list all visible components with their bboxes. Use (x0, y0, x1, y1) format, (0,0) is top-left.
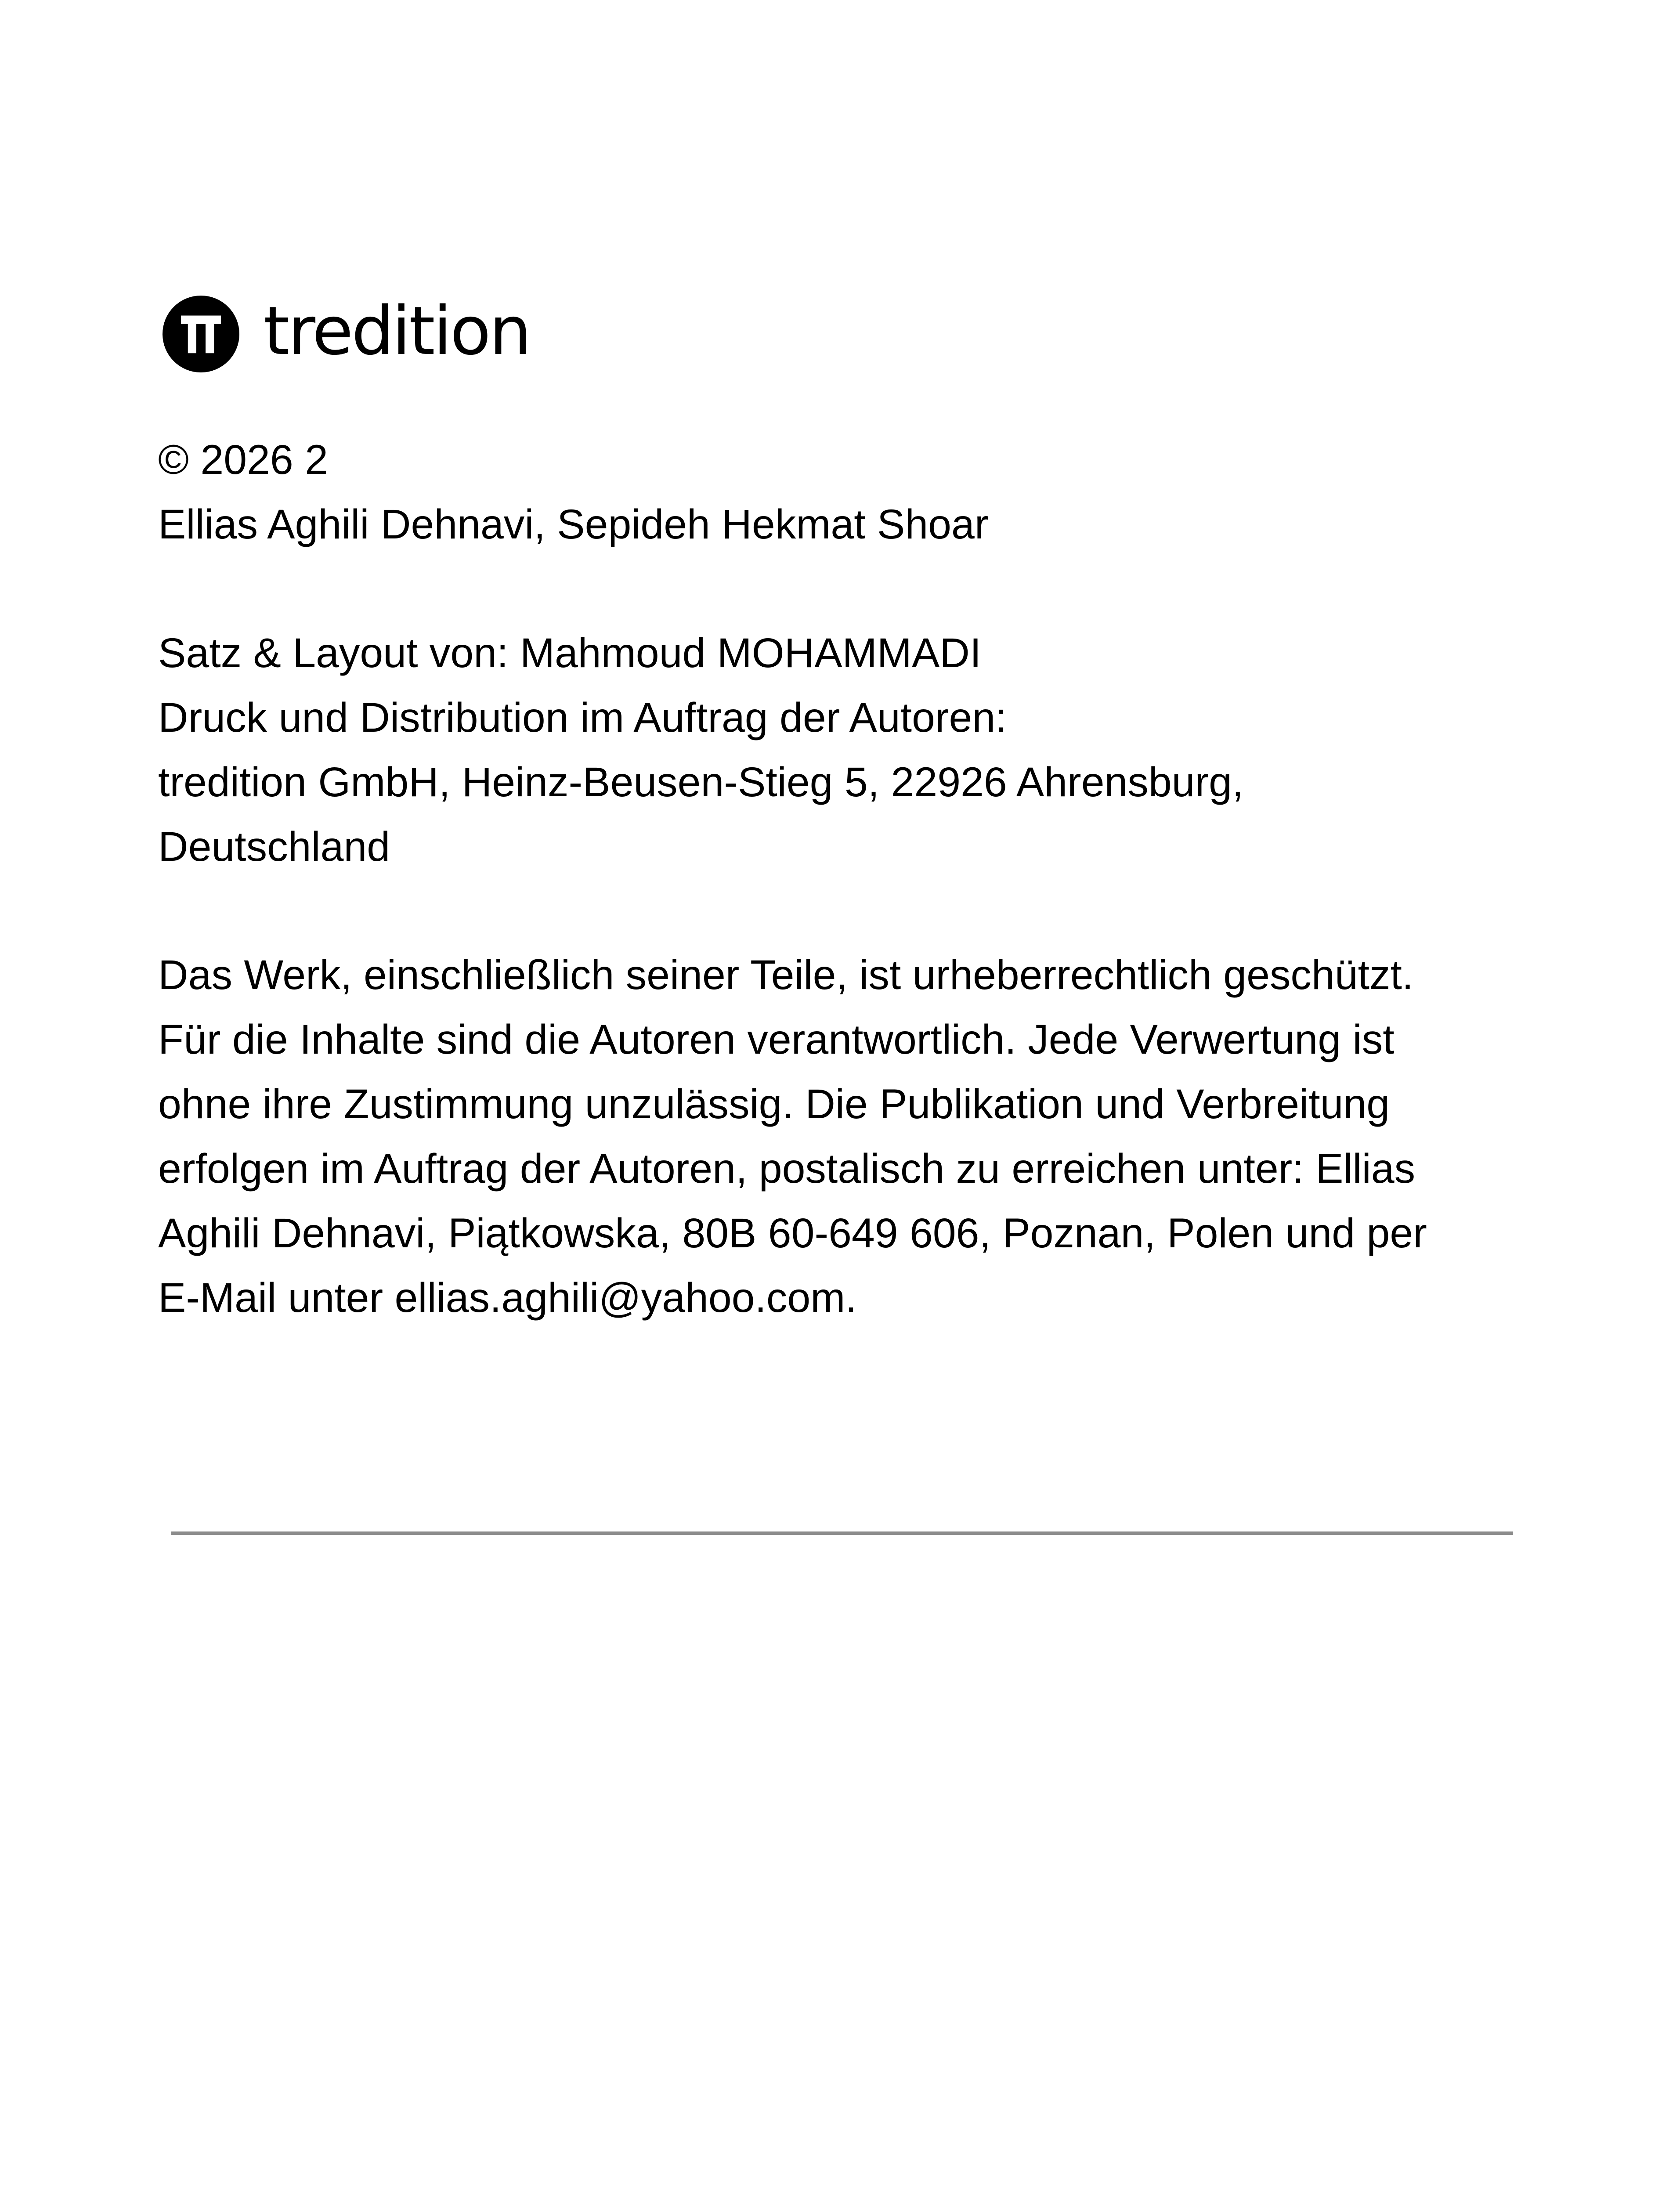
horizontal-divider (171, 1531, 1513, 1535)
legal-line: Für die Inhalte sind die Autoren verantwortlich. Jede Verwertung ist (158, 1016, 1395, 1063)
tredition-logo-icon (163, 296, 239, 372)
credits-line: Satz & Layout von: Mahmoud MOHAMMADI (158, 630, 982, 676)
credits-line: Deutschland (158, 824, 390, 870)
credits-block (158, 621, 1243, 879)
publisher-name: tredition (264, 292, 530, 370)
legal-line: erfolgen im Auftrag der Autoren, postalisch zu erreichen unter: Ellias (158, 1145, 1416, 1192)
copyright-line: © 2026 2 (158, 437, 328, 483)
legal-line: E-Mail unter ellias.aghili@yahoo.com. (158, 1275, 857, 1321)
credits-line: Druck und Distribution im Auftrag der Autoren: (158, 694, 1007, 741)
legal-line: Das Werk, einschließlich seiner Teile, ist urheberrechtlich geschützt. (158, 952, 1414, 998)
legal-line: Aghili Dehnavi, Piątkowska, 80B 60-649 606, Poznan, Polen und per (158, 1210, 1427, 1257)
credits-line: tredition GmbH, Heinz-Beusen-Stieg 5, 22926 Ahrensburg, (158, 759, 1244, 805)
copyright-block (158, 428, 989, 557)
publisher-logo (163, 290, 530, 378)
legal-notice (158, 943, 1427, 1330)
legal-line: ohne ihre Zustimmung unzulässig. Die Publikation und Verbreitung (158, 1081, 1390, 1127)
authors-line: Ellias Aghili Dehnavi, Sepideh Hekmat Shoar (158, 501, 989, 548)
